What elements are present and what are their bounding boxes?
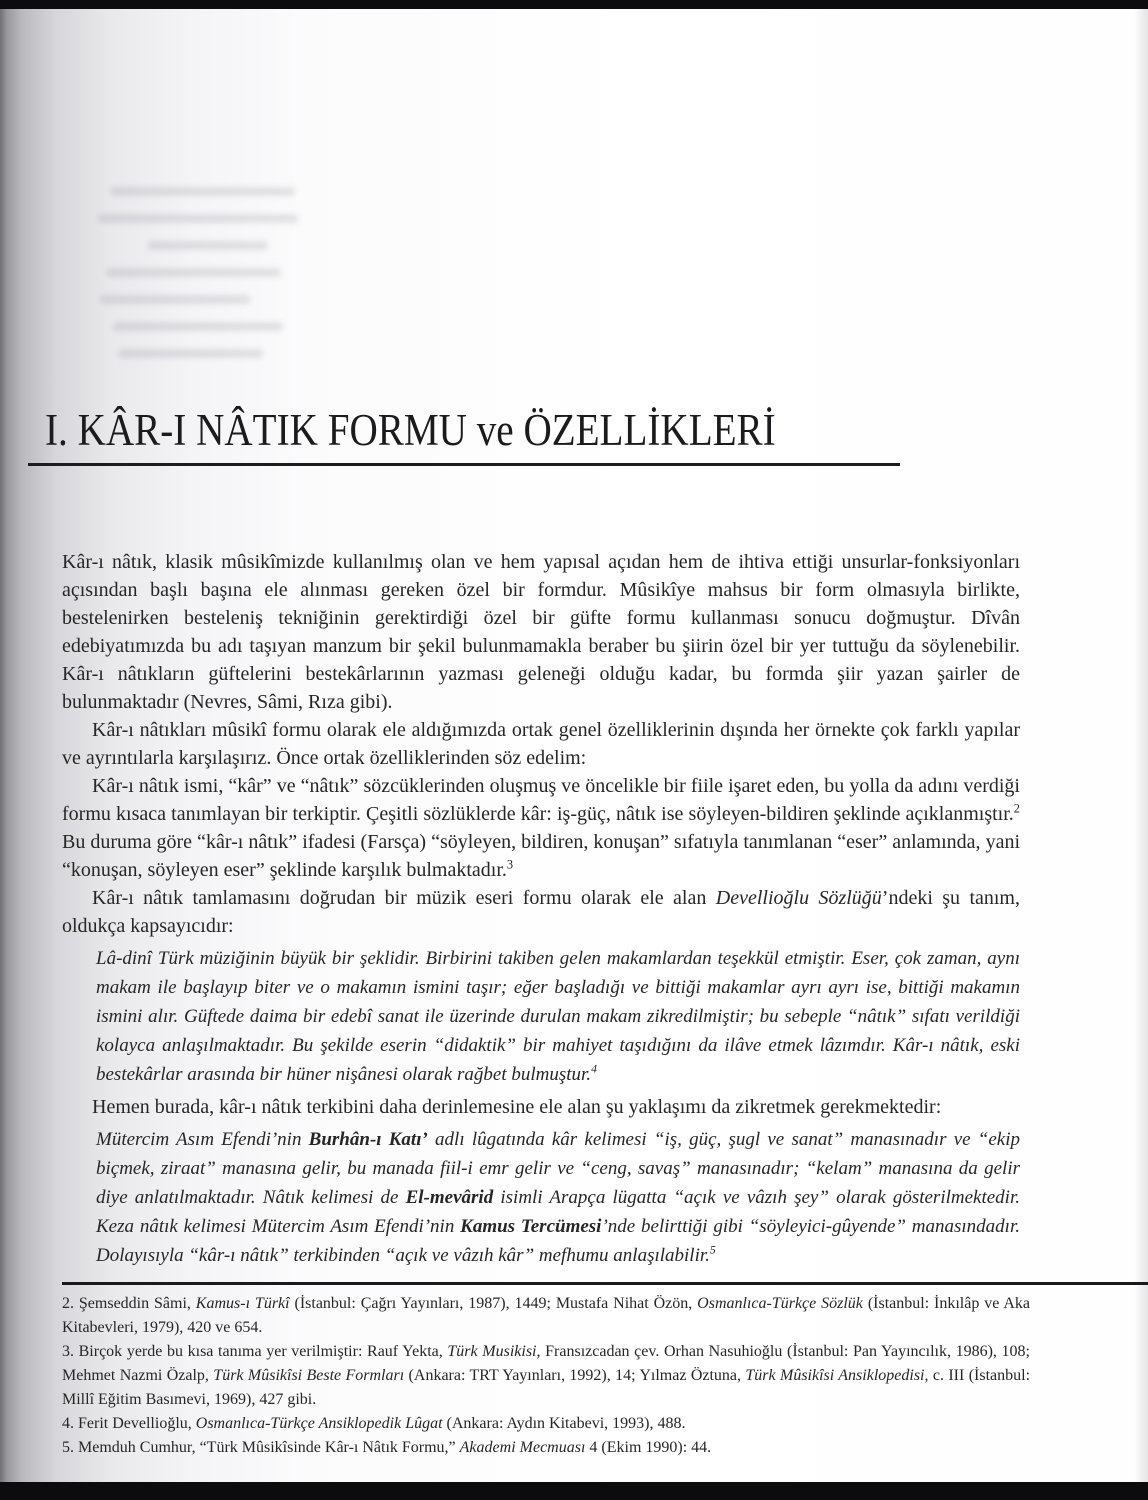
paragraph-2: Kâr-ı nâtıkları mûsikî formu olarak ele aldığımızda ortak genel özelliklerinin dışında her örnekte çok farklı yapılar ve ayrıntılarla karşılaşırız. Önce ortak özelliklerinden söz edelim: — [62, 719, 1020, 769]
footnote-4: 4. Ferit Devellioğlu, Osmanlıca-Türkçe Ansiklopedik Lûgat (Ankara: Aydın Kitabevi, 1993), 488. — [62, 1415, 686, 1432]
chapter-heading: I. KÂR-I NÂTIK FORMU ve ÖZELLİKLERİ — [45, 405, 776, 455]
scan-bottom-edge — [0, 1482, 1148, 1500]
paragraph-1: Kâr-ı nâtık, klasik mûsikîmizde kullanılmış olan ve hem yapısal açıdan hem de ihtiva ettiği unsurlar-fonksiyonları açısından başlı başına ele alınması gereken özel bir formdur. Mûsikîye mahsus bir form olmasıyla birlikte, bestelenirken besteleniş tekniğinin gerektirdiği özel bir güfte formu kullanması sonucu doğmuştur. Dîvân edebiyatımızda bu adı taşıyan manzum bir şekil bulunmamakla beraber bu şiirin özel bir yer tuttuğu da söylenebilir. Kâr-ı nâtıkların güftelerini bestekârlarının yazması geleneği olduğu kadar, bu formda şiir yazan şairler de bulunmaktadır (Nevres, Sâmi, Rıza gibi). — [62, 551, 1020, 713]
footnote-5: 5. Memduh Cumhur, “Türk Mûsikîsinde Kâr-ı Nâtık Formu,” Akademi Mecmuası 4 (Ekim 1990): 44. — [62, 1439, 712, 1456]
paragraph-4: Kâr-ı nâtık tamlamasını doğrudan bir müzik eseri formu olarak ele alan Devellioğlu Sözlüğü’ndeki şu tanım, oldukça kapsayıcıdır: — [62, 887, 1020, 937]
heading-rule — [28, 463, 900, 466]
page-content — [45, 9, 1031, 1460]
footnotes-section — [62, 1292, 1030, 1460]
block-quote-2: Mütercim Asım Efendi’nin Burhân-ı Katı’ adlı lûgatında kâr kelimesi “iş, güç, şugl ve sanat” manasınadır ve “ekip biçmek, ziraat” manasına gelir, bu manada fiil-i emr gelir ve “ceng, savaş” manasınadır; “kelam” manasına da gelir diye anlatılmaktadır. Nâtık kelimesi de El-mevârid isimli Arapça lügatta “açık ve vâzıh şey” olarak gösterilmektedir. Keza nâtık kelimesi Mütercim Asım Efendi’nin Kamus Tercümesi’nde belirttiği gibi “söyleyici-gûyende” manasındadır. Dolayısıyla “kâr-ı nâtık” terkibinden “açık ve vâzıh kâr” mefhumu anlaşılabilir.$^5$ — [96, 1129, 1021, 1266]
block-quote-1: Lâ-dinî Türk müziğinin büyük bir şeklidir. Birbirini takiben gelen makamlardan teşekkül etmiştir. Eser, çok zaman, aynı makam ile başlayıp biter ve o makamın ismini taşır; eğer başladığı ve bittiği makamlar ayrı ayrı ise, bittiği makamın ismini alır. Güftede daima bir edebî sanat ile üzerinde durulan makam zikredilmiştir; bu sebeple “nâtık” sıfatı verildiği kolayca anlaşılmaktadır. Bu şekilde eserin “didaktik” bir mahiyet taşıdığını da ilâve etmek lâzımdır. Kâr-ı nâtık, eski bestekârlar arasında bir hüner nişânesi olarak rağbet bulmuştur.$^4$ — [96, 948, 1020, 1085]
footnote-separator-rule — [62, 1282, 1148, 1285]
paragraph-3: Kâr-ı nâtık ismi, “kâr” ve “nâtık” sözcüklerinden oluşmuş ve öncelikle bir fiile işaret eden, bu yolla da adını verdiği formu kısaca tanımlayan bir terkiptir. Çeşitli sözlüklerde kâr: iş-güç, nâtık ise söyleyen-bildiren şeklinde açıklanmıştır.$^2$ Bu duruma göre “kâr-ı nâtık” ifadesi (Farsça) “söyleyen, bildiren, konuşan” sıfatıyla tanımlanan “eser” anlamında, yani “konuşan, söyleyen eser” şeklinde karşılık bulmaktadır.$^3$ — [62, 775, 1020, 881]
scan-top-edge — [0, 0, 1148, 9]
scanned-book-page — [0, 9, 1148, 1482]
footnote-2: 2. Şemseddin Sâmi, Kamus-ı Türkî (İstanbul: Çağrı Yayınları, 1987), 1449; Mustafa Nihat Özön, Osmanlıca-Türkçe Sözlük (İstanbul: İnkılâp ve Aka Kitabevleri, 1979), 420 ve 654. — [62, 1295, 1031, 1336]
footnote-3: 3. Birçok yerde bu kısa tanıma yer verilmiştir: Rauf Yekta, Türk Musikisi, Fransızcadan çev. Orhan Nasuhioğlu (İstanbul: Pan Yayıncılık, 1986), 108; Mehmet Nazmi Özalp, Türk Mûsikîsi Beste Formları (Ankara: TRT Yayınları, 1992), 14; Yılmaz Öztuna, Türk Mûsikîsi Ansiklopedisi, c. III (İstanbul: Millî Eğitim Basımevi, 1969), 427 gibi. — [62, 1343, 1031, 1408]
paragraph-5: Hemen burada, kâr-ı nâtık terkibini daha derinlemesine ele alan şu yaklaşımı da zikretmek gerekmektedir: — [92, 1096, 942, 1118]
